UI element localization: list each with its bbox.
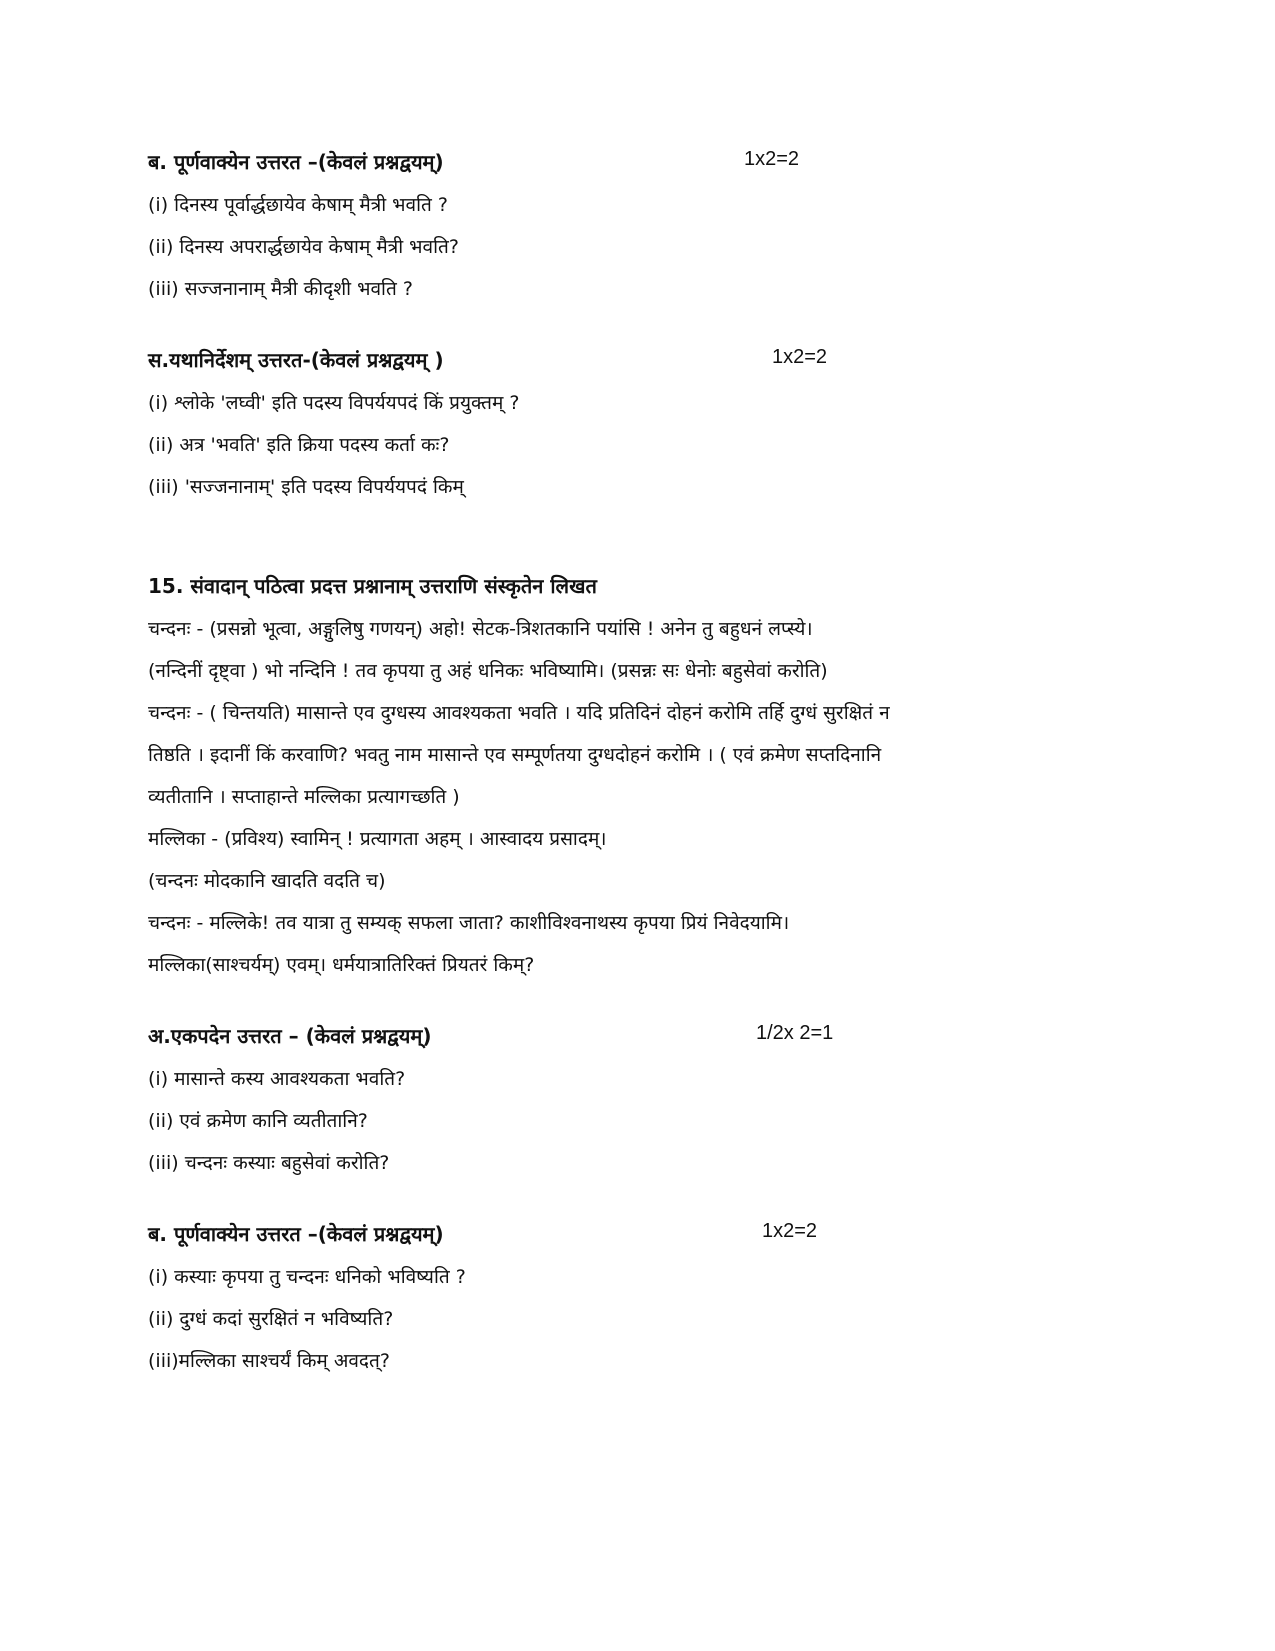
- dialogue-line: चन्दनः - (प्रसन्नो भूत्वा, अङ्गुलिषु गणयन्) अहो! सेटक-त्रिशतकानि पयांसि ! अनेन तु बहुधनं लप्स्ये।: [148, 618, 813, 640]
- section-b1-heading-row: [148, 148, 1148, 182]
- section-b1-marks: 1x2=2: [744, 148, 800, 170]
- question-line: (i) दिनस्य पूर्वार्द्धछायेव केषाम् मैत्री भवति ?: [148, 194, 448, 216]
- section-a-heading-row: [148, 1022, 1148, 1056]
- section-s1-marks: 1x2=2: [772, 346, 828, 368]
- question-line: (ii) एवं क्रमेण कानि व्यतीतानि?: [148, 1110, 368, 1132]
- dialogue-line: चन्दनः - मल्लिके! तव यात्रा तु सम्यक् सफला जाता? काशीविश्वनाथस्य कृपया प्रियं निवेदयामि।: [148, 912, 790, 934]
- section-b2-marks: 1x2=2: [762, 1220, 818, 1242]
- section-b2-heading: ब. पूर्णवाक्येन उत्तरत –(केवलं प्रश्नद्वयम्): [148, 1222, 444, 1246]
- section-s1-heading-row: [148, 346, 1148, 380]
- question-line: (ii) अत्र 'भवति' इति क्रिया पदस्य कर्ता कः?: [148, 434, 450, 456]
- question-line: (i) श्लोके 'लघ्वी' इति पदस्य विपर्ययपदं किं प्रयुक्तम् ?: [148, 392, 520, 414]
- dialogue-line: (चन्दनः मोदकानि खादति वदति च): [148, 870, 386, 892]
- section-s1-heading: स.यथानिर्देशम् उत्तरत-(केवलं प्रश्नद्वयम् ): [148, 348, 444, 372]
- question-line: (i) कस्याः कृपया तु चन्दनः धनिको भविष्यति ?: [148, 1266, 466, 1288]
- dialogue-line: चन्दनः - ( चिन्तयति) मासान्ते एव दुग्धस्य आवश्यकता भवति । यदि प्रतिदिनं दोहनं करोमि तर्हि दुग्धं सुरक्षितं न: [148, 702, 890, 724]
- question-line: (iii) चन्दनः कस्याः बहुसेवां करोति?: [148, 1152, 390, 1174]
- question-line: (iii)मल्लिका साश्चर्यं किम् अवदत्?: [148, 1350, 390, 1372]
- section-b2-heading-row: [148, 1220, 1148, 1254]
- question-line: (iii) सज्जनानाम् मैत्री कीदृशी भवति ?: [148, 278, 413, 300]
- dialogue-line: मल्लिका - (प्रविश्य) स्वामिन् ! प्रत्यागता अहम् । आस्वादय प्रसादम्।: [148, 828, 607, 850]
- section-b1-heading: ब. पूर्णवाक्येन उत्तरत –(केवलं प्रश्नद्वयम्): [148, 150, 444, 174]
- section-a-heading: अ.एकपदेन उत्तरत – (केवलं प्रश्नद्वयम्): [148, 1024, 432, 1048]
- q15-heading-row: [148, 572, 1148, 606]
- dialogue-line: (नन्दिनीं दृष्ट्वा ) भो नन्दिनि ! तव कृपया तु अहं धनिकः भविष्यामि। (प्रसन्नः सः धेनोः बहुसेवां करोति): [148, 660, 828, 682]
- question-line: (i) मासान्ते कस्य आवश्यकता भवति?: [148, 1068, 406, 1090]
- question-line: (ii) दिनस्य अपरार्द्धछायेव केषाम् मैत्री भवति?: [148, 236, 459, 258]
- section-a-marks: 1/2x 2=1: [756, 1022, 834, 1044]
- dialogue-line: व्यतीतानि । सप्ताहान्ते मल्लिका प्रत्यागच्छति ): [148, 786, 460, 808]
- q15-heading: 15. संवादान् पठित्वा प्रदत्त प्रश्नानाम् उत्तराणि संस्कृतेन लिखत: [148, 574, 597, 598]
- question-line: (iii) 'सज्जनानाम्' इति पदस्य विपर्ययपदं किम्: [148, 476, 464, 498]
- dialogue-line: मल्लिका(साश्चर्यम्) एवम्। धर्मयात्रातिरिक्तं प्रियतरं किम्?: [148, 954, 535, 976]
- dialogue-line: तिष्ठति । इदानीं किं करवाणि? भवतु नाम मासान्ते एव सम्पूर्णतया दुग्धदोहनं करोमि । ( एवं क्रमेण सप्तदिनानि: [148, 744, 882, 766]
- question-line: (ii) दुग्धं कदां सुरक्षितं न भविष्यति?: [148, 1308, 394, 1330]
